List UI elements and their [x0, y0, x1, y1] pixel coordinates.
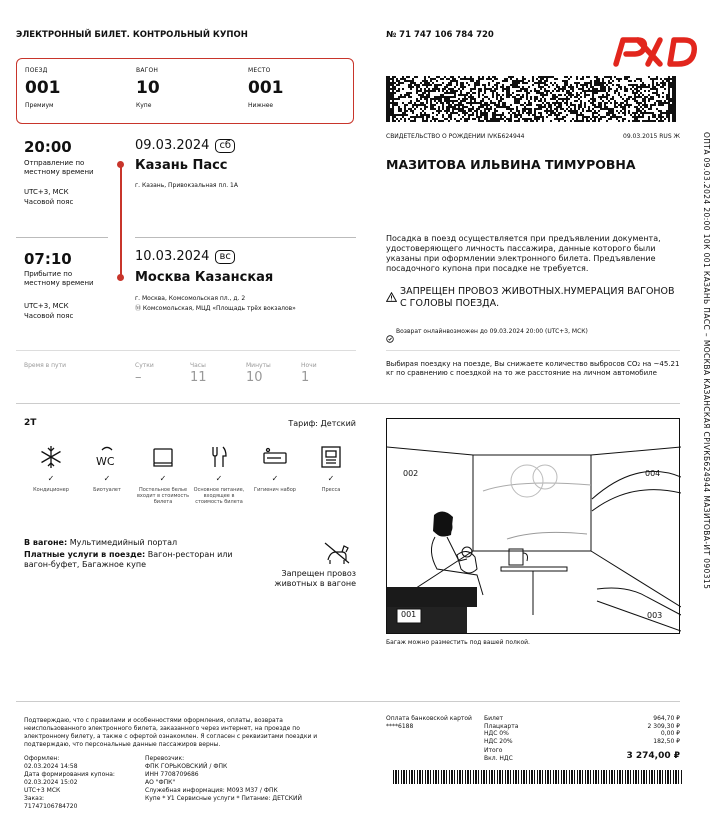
train-value: 001: [25, 78, 61, 98]
seat-box: [16, 58, 354, 124]
service-class: 2Т: [24, 418, 37, 428]
carrier-value: ФПК ГОРЬКОВСКИЙ / ФПК: [145, 763, 228, 770]
departure-tz: UTC+3, МСК: [24, 188, 69, 196]
agreement-text: Подтверждаю, что с правилами и особенностями оформления, оплаты, возврата неиспользованного электронного билета, заказанного через интернет, на проезде по электронному билету, а также с офертой ознакомлен. Я согласен с реквизитами поездки и подтверждаю, что персональные данные пассажиров верны.: [24, 717, 318, 748]
route-dot-end: [117, 274, 124, 281]
paid-value: Вагон-ресторан или вагон-буфет, Багажное купе: [24, 550, 233, 569]
price-label: НДС 20%: [484, 737, 513, 745]
in-car-line: [24, 538, 177, 548]
nights-value: 1: [301, 370, 310, 385]
price-row: [484, 730, 680, 738]
ticket-barcode: [386, 76, 676, 122]
departure-date: 09.03.2024: [135, 138, 210, 153]
hours-label: Часы: [190, 362, 206, 369]
amenity-label: Биотуалет: [93, 487, 121, 493]
arrival-address: г. Москва, Комсомольская пл., д. 2: [135, 295, 246, 302]
arrival-metro: Ⓜ Комсомольская, МЦД «Площадь трёх вокзалов»: [135, 305, 296, 312]
car-sub: Купе: [136, 102, 152, 109]
rzd-logo-icon: [608, 30, 700, 70]
amenity-label: Гигиенич набор: [254, 487, 296, 493]
departure-time-note: Отправление по местному времени: [24, 159, 94, 176]
payment-label: Оплата банковской картой: [386, 715, 472, 722]
days-label: Сутки: [135, 362, 154, 369]
seat-label-004: 004: [645, 469, 661, 478]
cutlery-icon: [206, 444, 232, 470]
arrival-tz: UTC+3, МСК: [24, 302, 69, 310]
no-pets-text: Запрещен провоз животных в вагоне: [274, 569, 356, 588]
departure-address: г. Казань, Привокзальная пл. 1А: [135, 182, 238, 189]
total-label: Итого: [484, 747, 503, 754]
snowflake-icon: [38, 444, 64, 470]
footer-barcode: [393, 770, 683, 784]
price-label: Плацкарта: [484, 722, 519, 730]
passenger-doc: СВИДЕТЕЛЬСТВО О РОЖДЕНИИ IVКБ624944: [386, 133, 525, 140]
arrival-date: 10.03.2024: [135, 249, 210, 264]
carrier-label: Перевозчик:: [145, 755, 185, 762]
ticket-title: ЭЛЕКТРОННЫЙ БИЛЕТ. КОНТРОЛЬНЫЙ КУПОН: [16, 30, 248, 40]
barcode-icon: [386, 76, 676, 122]
check-icon: ✓: [103, 474, 111, 483]
price-value: 0,00 ₽: [660, 730, 680, 737]
compartment-illustration: [386, 418, 680, 634]
check-icon: ✓: [47, 474, 55, 483]
refund-icon: [386, 328, 395, 337]
seat-label-002: 002: [403, 469, 419, 478]
paid-services: [24, 550, 254, 570]
wc-icon: [94, 444, 120, 470]
in-car-label: В вагоне:: [24, 538, 68, 547]
departure-date-line: [135, 138, 235, 154]
passenger-name: МАЗИТОВА ИЛЬВИНА ТИМУРОВНА: [386, 157, 636, 172]
issued-value: 02.03.2024 14:58: [24, 763, 78, 770]
departure-weekday: сб: [215, 139, 235, 153]
luggage-caption: Багаж можно разместить под вашей полкой.: [386, 639, 530, 646]
boarding-notice: Посадка в поезд осуществляется при предъявлении документа, удостоверяющего личность пассажира, данные которого были указаны при оформлении электронного билета. Предъявление посадочного купона при посадке не требуется.: [386, 234, 661, 273]
order-value: 71747106784720: [24, 803, 78, 810]
minutes-label: Минуты: [246, 362, 271, 369]
car-label: ВАГОН: [136, 67, 159, 74]
price-row: [484, 715, 680, 723]
check-icon: ✓: [159, 474, 167, 483]
price-value: 2 309,30 ₽: [647, 722, 680, 730]
train-label: ПОЕЗД: [25, 67, 48, 74]
total-value: 3 274,00 ₽: [626, 751, 680, 761]
seat-sub: Нижнее: [248, 102, 274, 109]
price-row: [484, 723, 680, 731]
eco-text: Выбирая поездку на поезде, Вы снижаете количество выбросов CO₂ на ~45.21 кг по сравнению с поездкой на то же расстояние на личном автомобиле: [386, 360, 680, 377]
arrival-date-line: [135, 249, 235, 265]
arrival-weekday: вс: [215, 250, 234, 264]
departure-time: 20:00: [24, 138, 72, 156]
refund-text: Возврат онлайнвозможен до 09.03.2024 20:00 (UTC+3, МСК): [396, 328, 588, 335]
route-dot-start: [117, 161, 124, 168]
nights-label: Ночи: [301, 362, 317, 369]
seat-value: 001: [248, 78, 284, 98]
days-value: –: [135, 370, 142, 385]
carrier-org: АО "ФПК": [145, 779, 176, 786]
carrier-info: [145, 755, 355, 803]
coupon-tz: UTC+3 МСК: [24, 787, 61, 794]
issue-info: [24, 755, 134, 811]
passenger-birth: 09.03.2015 RUS Ж: [623, 133, 680, 140]
service-info-2: Купе * У1 Сервисные услуги * Питание: ДЕТСКИЙ: [145, 795, 302, 802]
newspaper-icon: [318, 444, 344, 470]
rzd-logo: [608, 30, 700, 70]
train-sub: Премиум: [25, 102, 54, 109]
bedding-icon: [150, 444, 176, 470]
warning-text: ЗАПРЕЩЕН ПРОВОЗ ЖИВОТНЫХ.НУМЕРАЦИЯ ВАГОНОВ С ГОЛОВЫ ПОЕЗДА.: [400, 286, 675, 309]
amenity-label: Кондиционер: [33, 487, 69, 493]
no-pets-icon: [322, 540, 352, 566]
price-label: Билет: [484, 715, 504, 722]
amenity-label: Основное питание, входящее в стоимость билета: [193, 487, 245, 505]
order-label: Заказ:: [24, 795, 45, 802]
hours-value: 11: [190, 370, 207, 385]
coupon-value: 02.03.2024 15:02: [24, 779, 78, 786]
arrival-tz-label: Часовой пояс: [24, 312, 74, 320]
arrival-time-note: Прибытие по местному времени: [24, 270, 94, 287]
car-col: [136, 67, 160, 110]
price-value: 182,50 ₽: [653, 737, 680, 745]
check-icon: ✓: [215, 474, 223, 483]
issued-label: Оформлен:: [24, 755, 60, 762]
check-icon: ✓: [271, 474, 279, 483]
arrival-station: Москва Казанская: [135, 270, 274, 285]
svg-text:WC: WC: [96, 455, 115, 468]
vertical-control-text: ОПТА 09.03.2024 20:00 10К 001 КАЗАНЬ ПАСС – МОСКВА КАЗАНСКАЯ СРIVКБ624944 МАЗИТОВА-ИТ 090315: [702, 132, 711, 590]
payment-card: ****6188: [386, 723, 414, 730]
price-value: 964,70 ₽: [653, 715, 680, 722]
amenity-label: Пресса: [321, 487, 341, 493]
seat-col: [248, 67, 284, 110]
departure-tz-label: Часовой пояс: [24, 198, 74, 206]
tariff: Тариф: Детский: [288, 419, 356, 428]
warning-icon: [386, 287, 398, 298]
coupon-label: Дата формирования купона:: [24, 771, 115, 778]
car-value: 10: [136, 78, 160, 98]
route-line: [120, 164, 122, 276]
service-info: Служебная информация: М093 М37 / ФПК: [145, 787, 278, 794]
departure-station: Казань Пасс: [135, 158, 228, 173]
paid-label: Платные услуги в поезде:: [24, 550, 146, 559]
ticket-number: № 71 747 106 784 720: [386, 30, 494, 40]
price-row: [484, 738, 680, 746]
arrival-time: 07:10: [24, 250, 72, 268]
price-label: НДС 0%: [484, 730, 509, 737]
seat-label-001: 001: [401, 610, 417, 619]
train-col: [25, 67, 61, 110]
amenity-label: Постельное белье входит в стоимость билета: [136, 487, 190, 505]
seat-label-003: 003: [647, 611, 663, 620]
travel-time-label: Время в пути: [24, 362, 66, 369]
minutes-value: 10: [246, 370, 263, 385]
hygiene-kit-icon: [262, 444, 288, 470]
total-label-2: Вкл. НДС: [484, 755, 513, 762]
in-car-value: Мультимедийный портал: [69, 538, 178, 547]
seat-label: МЕСТО: [248, 67, 271, 74]
carrier-inn: ИНН 7708709686: [145, 771, 199, 778]
check-icon: ✓: [327, 474, 335, 483]
